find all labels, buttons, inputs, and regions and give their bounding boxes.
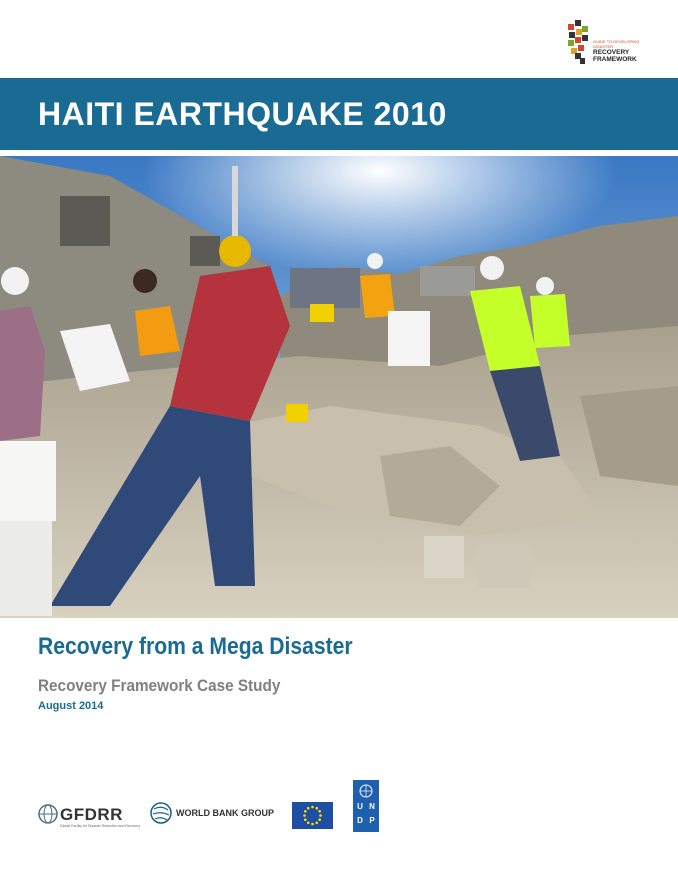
recovery-framework-logo — [566, 14, 646, 70]
un-emblem-icon — [353, 782, 379, 800]
publication-date: August 2014 — [38, 700, 104, 712]
cover-title: Recovery from a Mega Disaster — [38, 633, 353, 660]
undp-letter-n: N — [369, 802, 375, 811]
logo-small-text: GUIDE TO DEVELOPING DISASTER — [593, 39, 640, 49]
world-bank-globe-icon — [150, 802, 172, 824]
banner-title: HAITI EARTHQUAKE 2010 — [38, 96, 447, 132]
gfdrr-text: GFDRR — [60, 805, 123, 824]
undp-letter-p: P — [369, 816, 375, 825]
undp-letter-d: D — [357, 816, 363, 825]
gfdrr-logo — [38, 804, 141, 829]
gfdrr-subtext: Global Facility for Disaster Reduction and Recovery — [60, 824, 141, 828]
logo-text — [593, 39, 646, 63]
logo-line-2: FRAMEWORK — [593, 56, 637, 63]
title-banner — [0, 78, 678, 150]
mosaic-icon — [566, 20, 592, 66]
eu-flag-icon — [292, 802, 333, 829]
partner-logos — [0, 778, 678, 838]
cover-subtitle: Recovery Framework Case Study — [38, 676, 281, 695]
world-bank-logo — [150, 802, 274, 829]
undp-letter-u: U — [357, 802, 363, 811]
undp-logo — [353, 780, 379, 832]
globe-icon — [38, 804, 58, 824]
logo-line-1: RECOVERY — [593, 49, 630, 56]
cover-photo — [0, 156, 678, 618]
world-bank-text: WORLD BANK GROUP — [176, 808, 274, 818]
